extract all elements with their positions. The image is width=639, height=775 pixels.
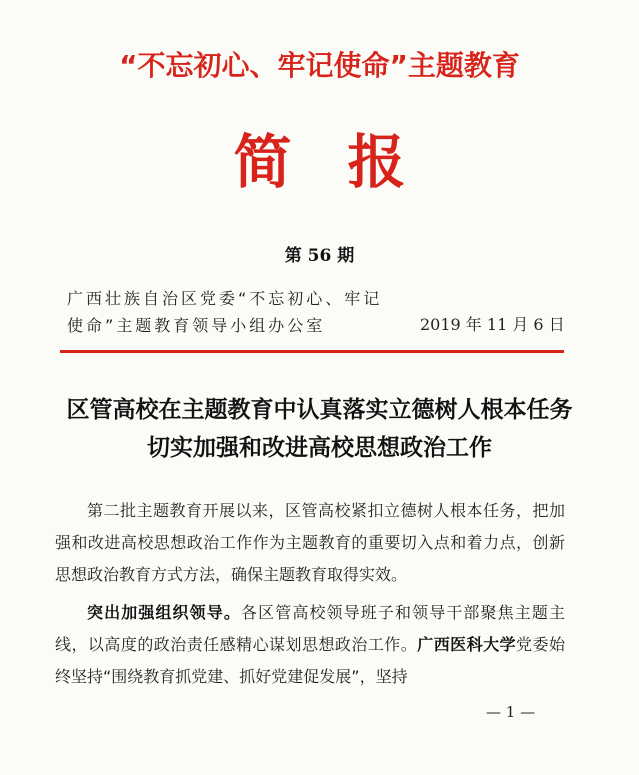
organization-name: 广西医科大学 bbox=[417, 635, 517, 654]
paragraph-2-lead: 突出加强组织领导。 bbox=[87, 603, 241, 622]
issue-number: 第 56 期 bbox=[284, 246, 355, 266]
page-number: — 1 — bbox=[486, 703, 536, 721]
paragraph-1: 第二批主题教育开展以来，区管高校紧扣立德树人根本任务，把加强和改进高校思想政治工作作为主题教育的重要切入点和着力点，创新思想政治教育方式方法，确保主题教育取得实效。 bbox=[55, 501, 565, 584]
headline-line-1: 区管高校在主题教育中认真落实立德树人根本任务 bbox=[66, 396, 573, 423]
series-title: “不忘初心、牢记使命”主题教育 bbox=[119, 49, 520, 82]
issuer bbox=[67, 285, 397, 339]
article-body bbox=[55, 495, 565, 693]
headline-line-2: 切实加强和改进高校思想政治工作 bbox=[147, 434, 492, 461]
issuer-line-2: 使命”主题教育领导小组办公室 bbox=[67, 316, 326, 335]
issuer-line-1: 广西壮族自治区党委“不忘初心、牢记 bbox=[67, 289, 383, 308]
paragraph-2 bbox=[55, 597, 565, 693]
paragraph-2-tail: 党委始终坚持“围绕教育抓党建、抓好党建促发展”，坚持 bbox=[55, 635, 565, 686]
masthead-title: 简报 bbox=[233, 128, 462, 196]
article-headline bbox=[40, 391, 599, 467]
issue-date: 2019 年 11 月 6 日 bbox=[420, 315, 565, 334]
paragraph-2-text: 各区管高校领导班子和领导干部聚焦主题主线，以高度的政治责任感精心谋划思想政治工作。 bbox=[55, 603, 565, 654]
red-divider bbox=[60, 350, 564, 353]
